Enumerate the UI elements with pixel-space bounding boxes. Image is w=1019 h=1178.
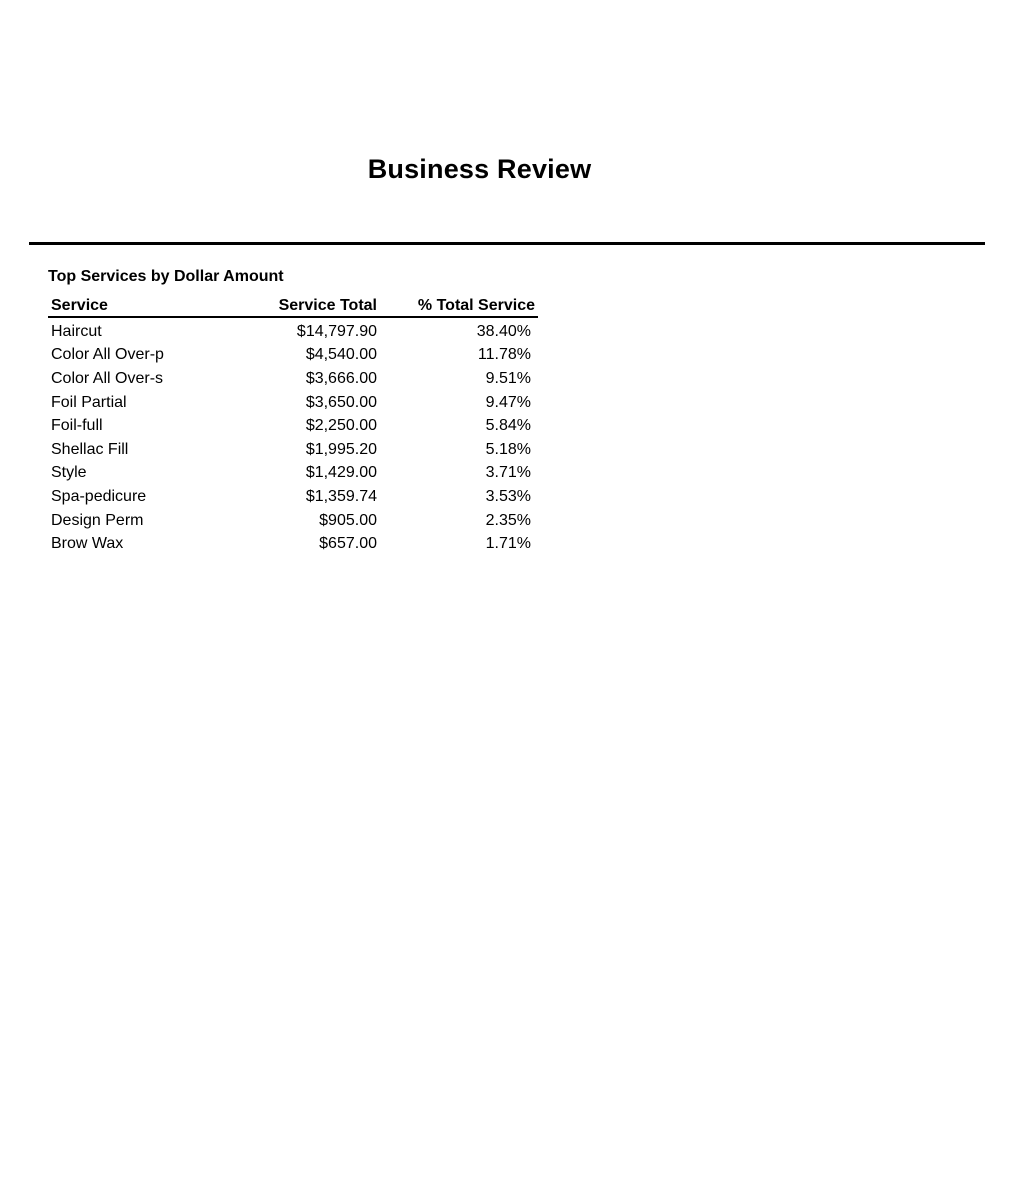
- table-body: [48, 317, 538, 556]
- service-name: Foil-full: [51, 417, 103, 435]
- service-name: Design Perm: [51, 511, 144, 529]
- report-title: Business Review: [367, 154, 592, 184]
- service-percent: 9.51%: [485, 369, 531, 387]
- table-row: [48, 532, 538, 556]
- table-row: [48, 438, 538, 462]
- service-percent: 11.78%: [477, 346, 531, 364]
- service-name: Shellac Fill: [51, 440, 129, 458]
- service-name: Brow Wax: [51, 535, 124, 553]
- column-header-percent-total: % Total Service: [380, 296, 538, 317]
- title-divider: [29, 242, 985, 245]
- service-percent: 38.40%: [476, 322, 531, 340]
- service-total: $3,666.00: [305, 369, 377, 387]
- service-percent: 3.71%: [485, 464, 531, 482]
- service-name: Color All Over-s: [51, 369, 164, 387]
- service-total: $2,250.00: [305, 417, 377, 435]
- service-total: $1,995.20: [305, 440, 377, 458]
- service-total: $905.00: [319, 511, 377, 529]
- service-total: $3,650.00: [305, 393, 377, 411]
- header-row: [48, 296, 538, 317]
- table-row: [48, 485, 538, 509]
- service-percent: 5.18%: [485, 440, 531, 458]
- column-header-service: Service: [48, 296, 254, 317]
- service-total: $1,359.74: [305, 487, 377, 505]
- column-header-service-total: Service Total: [254, 296, 380, 317]
- service-percent: 1.71%: [485, 535, 531, 553]
- table-row: [48, 391, 538, 415]
- table-header: [48, 296, 538, 317]
- table-row: [48, 462, 538, 486]
- service-name: Color All Over-p: [51, 346, 164, 364]
- service-name: Style: [51, 464, 87, 482]
- service-name: Spa-pedicure: [51, 487, 147, 505]
- service-total: $657.00: [319, 535, 377, 553]
- service-percent: 3.53%: [485, 487, 531, 505]
- table-row: [48, 317, 538, 344]
- table-row: [48, 344, 538, 368]
- service-percent: 2.35%: [485, 511, 531, 529]
- section-heading: Top Services by Dollar Amount: [48, 268, 284, 285]
- table-row: [48, 414, 538, 438]
- top-services-table: [48, 296, 538, 556]
- table-row: [48, 509, 538, 533]
- table-row: [48, 367, 538, 391]
- service-name: Foil Partial: [51, 393, 127, 411]
- service-percent: 5.84%: [485, 417, 531, 435]
- service-percent: 9.47%: [485, 393, 531, 411]
- service-name: Haircut: [51, 322, 102, 340]
- service-total: $4,540.00: [305, 346, 377, 364]
- service-total: $1,429.00: [305, 464, 377, 482]
- service-total: $14,797.90: [296, 322, 377, 340]
